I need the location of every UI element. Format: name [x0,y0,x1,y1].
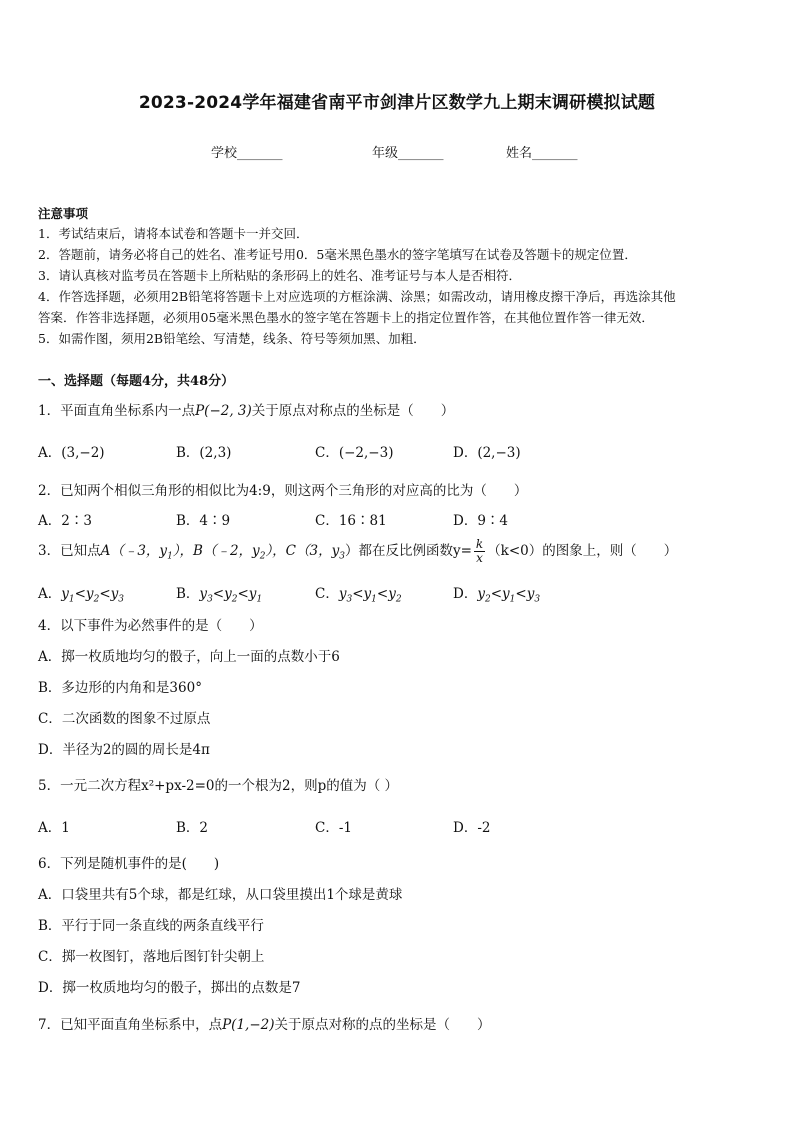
question-1-point: P(−2, 3) [195,403,252,419]
question-7-text-end: 关于原点对称的点的坐标是（ ） [274,1017,491,1033]
note-item: 1．考试结束后，请将本试卷和答题卡一并交回． [38,226,309,241]
fraction-k-over-x: $\frac{k}{x}$ [475,537,484,565]
question-2: 2．已知两个相似三角形的相似比为4:9，则这两个三角形的对应高的比为（ ） [38,483,528,499]
option-c: C．(−2,−3) [315,445,394,461]
question-3-text: 3．已知点 [38,543,101,559]
note-item: 5．如需作图，须用2B铅笔绘、写清楚，线条、符号等须加黑、加粗． [38,331,426,346]
option-c: C．$y_3<y_1<y_2$ [315,586,402,605]
option-b: B．2 [176,820,209,836]
question-3-text-end: 的图象上，则（ ） [542,543,678,559]
question-1 [38,399,454,419]
option-c: C．16∶81 [315,513,387,529]
option-d: D．(2,−3) [453,445,521,461]
note-item: 2．答题前，请务必将自己的姓名、准考证号用0．5毫米黑色墨水的签字笔填写在试卷及答题卡的规定位置． [38,247,637,262]
question-5: 5．一元二次方程x²+px-2=0的一个根为2，则p的值为（ ） [38,778,399,794]
option-c: C．二次函数的图象不过原点 [38,711,211,727]
option-b: B．多边形的内角和是360° [38,680,202,696]
point-a: A（﹣3，$y_1$ [100,543,173,562]
question-6: 6．下列是随机事件的是( ) [38,856,220,872]
name-field: 姓名_______ [506,146,578,161]
option-d: D．半径为2的圆的周长是4π [38,742,210,758]
option-b: B．$y_3<y_2<y_1$ [176,586,263,605]
question-7 [38,1013,491,1033]
note-item: 答案．作答非选择题，必须用05毫米黑色墨水的签字笔在答题卡上的指定位置作答，在其他位置作答一律无效． [38,310,654,325]
section-heading: 一、选择题（每题4分，共48分） [38,374,235,389]
point-b: ），B（﹣2，$y_2$ [172,543,266,562]
question-3 [38,538,677,565]
option-d: D．$y_2<y_1<y_3$ [453,586,541,605]
function-label: ）都在反比例函数y= [344,543,472,559]
notes-heading: 注意事项 [38,206,89,221]
grade-field: 年级_______ [372,146,444,161]
option-d: D．-2 [453,820,491,836]
exam-title: 2023-2024学年福建省南平市剑津片区数学九上期末调研模拟试题 [138,93,656,113]
question-1-text-end: 关于原点对称点的坐标是（ ） [251,403,455,419]
option-a: A．掷一枚质地均匀的骰子，向上一面的点数小于6 [38,649,340,665]
option-a: A．口袋里共有5个球，都是红球，从口袋里摸出1个球是黄球 [38,887,403,903]
note-item: 4．作答选择题，必须用2B铅笔将答题卡上对应选项的方框涂满、涂黑；如需改动，请用橡皮擦干净后，再选涂其他 [38,289,676,304]
question-7-text: 7．已知平面直角坐标系中，点 [38,1017,223,1033]
option-c: C．掷一枚图钉，落地后图钉针尖朝上 [38,949,265,965]
school-field: 学校_______ [211,146,283,161]
option-d: D．9∶4 [453,513,509,529]
note-item: 3．请认真核对监考员在答题卡上所粘贴的条形码上的姓名、准考证号与本人是否相符． [38,268,521,283]
option-b: B．(2,3) [176,445,232,461]
question-4: 4．以下事件为必然事件的是（ ） [38,618,263,634]
option-a: A．1 [38,820,70,836]
option-d: D．掷一枚质地均匀的骰子，掷出的点数是7 [38,980,301,996]
option-c: C．-1 [315,820,352,836]
option-b: B．平行于同一条直线的两条直线平行 [38,918,264,934]
question-1-text: 1．平面直角坐标系内一点 [38,403,196,419]
option-b: B．4∶9 [176,513,231,529]
option-a: A．$y_1<y_2<y_3$ [38,586,124,605]
question-7-point: P(1,−2) [222,1017,275,1033]
condition: （k<0） [487,543,543,559]
option-a: A．(3,−2) [38,445,105,461]
point-c: ），C（3，$y_3$ [265,543,345,562]
option-a: A．2∶3 [38,513,92,529]
